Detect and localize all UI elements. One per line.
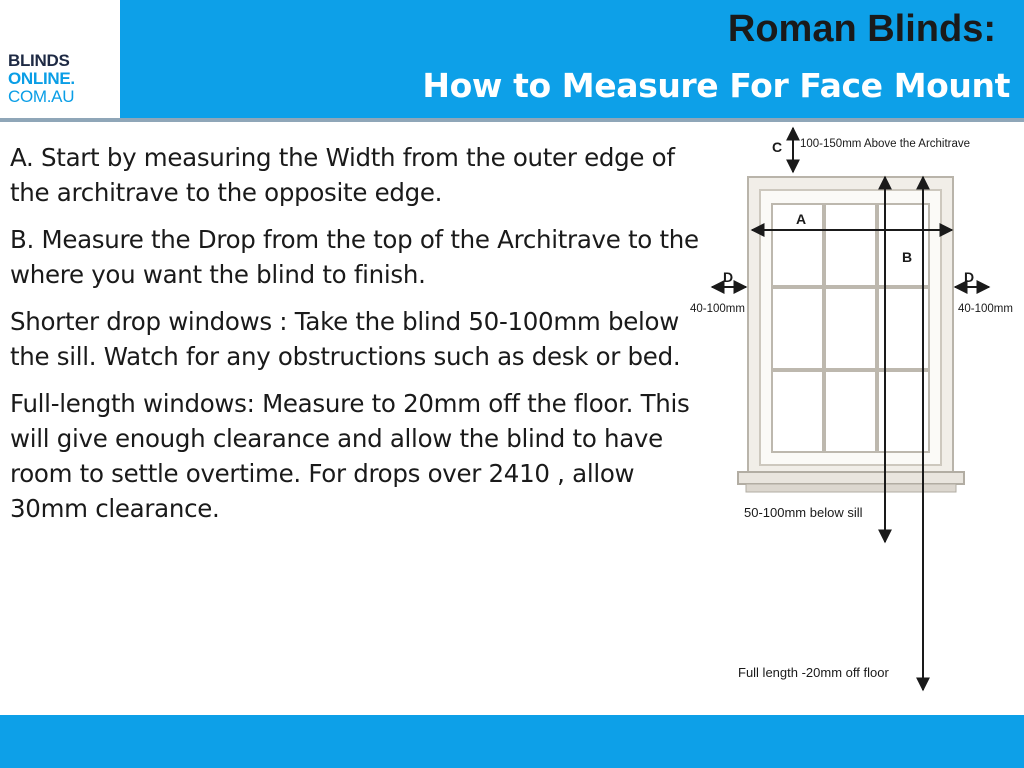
logo-line-3: COM.AU: [8, 87, 75, 106]
text-d-right: 40-100mm: [958, 303, 1013, 315]
label-c: C: [772, 139, 783, 155]
window-measurement-diagram: [680, 122, 1024, 702]
step-drop: B. Measure the Drop from the top of the Architrave to the where you want the blind to finish.: [10, 225, 699, 289]
label-a: A: [796, 211, 807, 227]
measure-d-left: [690, 269, 746, 315]
step-full-length: Full-length windows: Measure to 20mm off the floor. This will give enough clearance and allow the blind to have room to settle overtime. For drops over 2410 , allow 30mm clearance.: [10, 389, 690, 523]
measure-c: [772, 128, 970, 172]
header-band: [120, 0, 1024, 118]
label-d-right: D: [964, 269, 975, 285]
label-b: B: [902, 249, 913, 265]
text-below-sill: 50-100mm below sill: [744, 505, 863, 520]
text-full-length: Full length -20mm off floor: [738, 665, 889, 680]
step-width: A. Start by measuring the Width from the outer edge of the architrave to the opposite edge.: [10, 143, 675, 207]
step-shorter-drop: Shorter drop windows : Take the blind 50-100mm below the sill. Watch for any obstructions such as desk or bed.: [10, 307, 681, 371]
text-above-architrave: 100-150mm Above the Architrave: [800, 138, 971, 150]
instruction-list: [10, 140, 710, 538]
logo-line-2: ONLINE.: [8, 69, 75, 88]
brand-logo: [0, 0, 120, 118]
text-d-left: 40-100mm: [690, 303, 745, 315]
window-illustration: [738, 177, 964, 492]
measure-d-right: [955, 269, 1013, 315]
logo-line-1: BLINDS: [8, 51, 70, 70]
slide-title: Roman Blinds:: [727, 8, 996, 50]
label-d-left: D: [723, 269, 734, 285]
slide-subtitle: How to Measure For Face Mount: [422, 66, 1010, 105]
footer-band: [0, 715, 1024, 768]
